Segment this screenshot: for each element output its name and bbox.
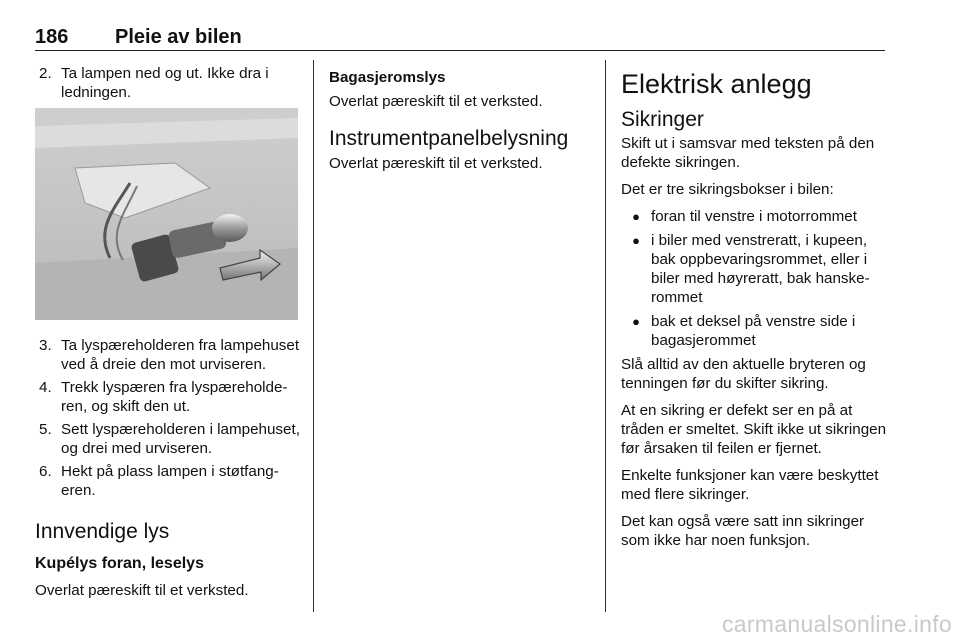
step-text: Ta lyspæreholderen fra lampehuset ved å dreie den mot urviseren. xyxy=(61,337,300,373)
bullet-icon: ● xyxy=(632,314,640,329)
step-item xyxy=(35,420,300,458)
body-text: Overlat pæreskift til et verksted. xyxy=(329,93,543,110)
bullet-list xyxy=(621,207,889,350)
sub-heading: Sikringer xyxy=(621,108,704,131)
step-text: Trekk lyspæren fra lyspæreholderen, og skift den ut. xyxy=(61,379,288,415)
step-number: 3. xyxy=(39,337,52,354)
step-item xyxy=(35,462,300,500)
section-heading: Innvendige lys xyxy=(35,520,170,543)
bullet-icon: ● xyxy=(632,209,640,224)
step-number: 6. xyxy=(39,463,52,480)
step-number: 2. xyxy=(39,65,52,82)
section-heading: Instrumentpanelbelysning xyxy=(329,127,569,150)
main-heading: Elektrisk anlegg xyxy=(621,69,812,99)
body-text: Det er tre sikringsbokser i bilen: xyxy=(621,181,834,198)
body-text: Enkelte funksjoner kan være beskyttet med flere sikringer. xyxy=(621,467,879,503)
body-text: At en sikring er defekt ser en på at tråden er smeltet. Skift ikke ut sikringen før årsaken til feilen er fjernet. xyxy=(621,402,887,457)
list-item xyxy=(621,312,889,350)
step-text: Hekt på plass lampen i støtfangeren. xyxy=(61,463,279,499)
list-item xyxy=(621,231,889,307)
body-text: Skift ut i samsvar med teksten på den defekte sikringen. xyxy=(621,135,875,171)
body-text: Slå alltid av den aktuelle bryteren og tenningen før du skifter sikring. xyxy=(621,356,866,392)
step-text: Ta lampen ned og ut. Ikke dra i ledningen. xyxy=(61,65,269,101)
chapter-title: Pleie av bilen xyxy=(115,26,242,48)
step-item xyxy=(35,64,300,102)
sub-heading: Bagasjeromslys xyxy=(329,69,446,86)
list-item-text: foran til venstre i motorrommet xyxy=(651,208,857,225)
column-right xyxy=(621,64,889,558)
column-middle xyxy=(329,64,594,181)
column-left xyxy=(35,64,300,608)
steps-bottom xyxy=(35,336,300,500)
step-number: 4. xyxy=(39,379,52,396)
bullet-icon: ● xyxy=(632,233,640,248)
body-text: Overlat pæreskift til et verksted. xyxy=(329,155,543,172)
page-number: 186 xyxy=(35,26,69,48)
steps-top xyxy=(35,64,300,102)
body-text: Det kan også være satt inn sikringer som ikke har noen funksjon. xyxy=(621,513,865,549)
step-item xyxy=(35,378,300,416)
page-header xyxy=(35,24,885,51)
column-divider-2 xyxy=(605,60,606,612)
list-item-text: bak et deksel på venstre side i bagasjerommet xyxy=(651,313,856,349)
list-item xyxy=(621,207,889,226)
step-text: Sett lyspæreholderen i lampehuset, og drei med urviseren. xyxy=(61,421,300,457)
watermark: carmanualsonline.info xyxy=(721,611,952,637)
list-item-text: i biler med venstreratt, i kupeen, bak oppbevaringsrommet, eller i biler med høyreratt, bak hanskerommet xyxy=(651,232,870,306)
step-number: 5. xyxy=(39,421,52,438)
bulb-holder-photo xyxy=(35,108,298,320)
step-item xyxy=(35,336,300,374)
sub-heading: Kupélys foran, leselys xyxy=(35,555,204,572)
column-divider-1 xyxy=(313,60,314,612)
body-text: Overlat pæreskift til et verksted. xyxy=(35,582,249,599)
